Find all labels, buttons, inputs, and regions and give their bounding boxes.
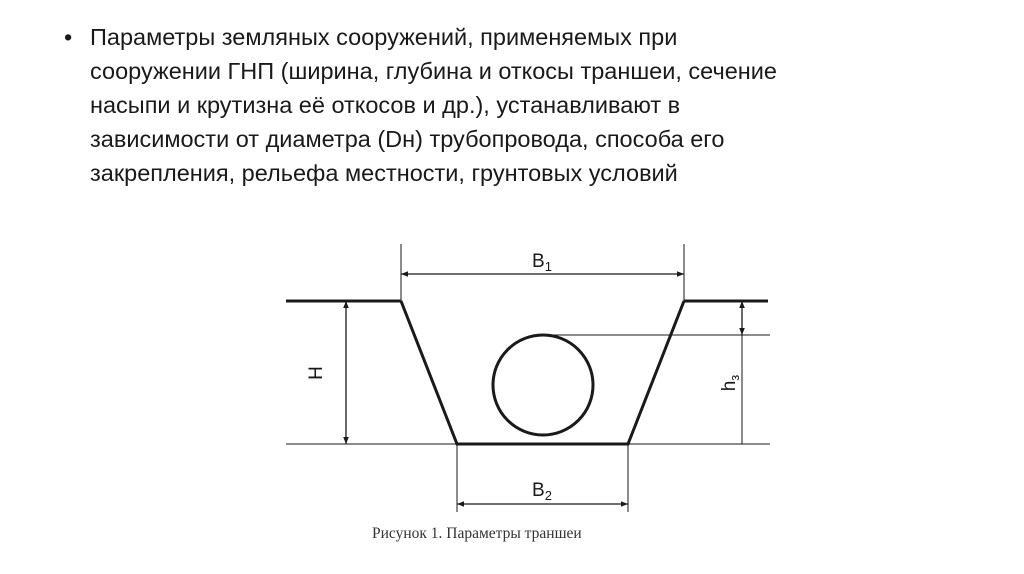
bullet-line-5: закрепления, рельефа местности, грунтовых условий [90,160,678,186]
pipe-circle [493,335,593,435]
trench-profile [401,301,684,444]
figure-caption: Рисунок 1. Параметры траншеи [372,525,582,542]
bullet-line-3: насыпи и крутизна её откосов и др.), устанавливают в [90,92,681,118]
label-h3: $h_з$ [719,374,742,392]
bullet-line-1: Параметры земляных сооружений, применяемых при [90,24,678,50]
bullet-line-4: зависимости от диаметра (Dн) трубопровода, способа его [90,126,725,152]
label-b2: $B_2$ [532,480,552,503]
bullet-line-2: сооружении ГНП (ширина, глубина и откосы траншеи, сечение [90,58,777,84]
label-b1: $B_1$ [532,251,552,274]
bullet-marker: • [64,24,73,50]
label-h: H [306,366,327,380]
